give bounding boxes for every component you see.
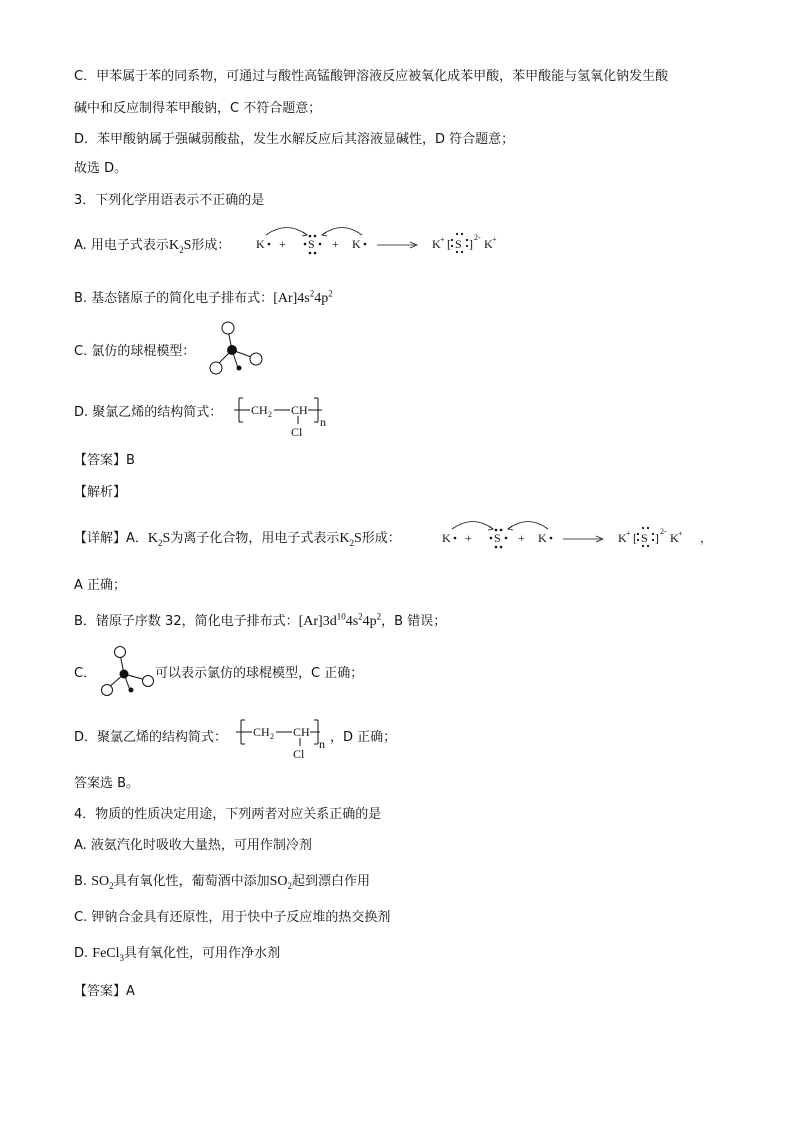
svg-text:Cl: Cl [293,747,305,761]
q3-detail-c-text: 可以表示氯仿的球棍模型，C 正确； [155,666,364,681]
svg-text:+: + [518,531,525,545]
q4-answer: 【答案】A [74,984,135,999]
svg-text:2-: 2- [660,527,667,536]
q3-option-b-text: B. 基态锗原子的简化电子排布式： [74,291,274,306]
svg-text:K: K [352,237,361,251]
svg-text:K: K [484,237,493,251]
electron-dot-formation-diagram [252,222,522,258]
question-4-stem: 4．物质的性质决定用途，下列两者对应关系正确的是 [74,807,382,822]
q3-analysis-label: 【解析】 [74,485,127,500]
svg-text:+: + [279,237,286,251]
q3-option-a-suffix: 形成： [191,238,231,253]
q3-option-a-text: A. 用电子式表示 [74,238,169,253]
svg-text:]: ] [655,531,659,545]
q3-conclusion: 答案选 B。 [74,776,140,791]
svg-text:K: K [618,531,627,545]
svg-text:+: + [678,529,683,538]
svg-text:]: ] [469,237,473,251]
conclusion-q2: 故选 D。 [74,161,128,176]
svg-text:+: + [465,531,472,545]
svg-text:S: S [494,531,501,545]
svg-text:[: [ [447,237,451,251]
q4-option-d: D. FeCl$_3$具有氧化性，可用作净水剂 [74,946,281,963]
detail-pvc-formula [236,716,336,762]
q3-answer: 【答案】B [74,453,135,468]
svg-text:2: 2 [268,410,272,419]
svg-text:K: K [442,531,451,545]
svg-text:K: K [538,531,547,545]
q3-option-b [74,290,333,308]
k2s-formula: $K_2S$ [168,238,192,255]
q3-option-a [74,237,230,255]
option-c-line-1: C．甲苯属于苯的同系物，可通过与酸性高锰酸钾溶液反应被氧化成苯甲酸，苯甲酸能与氢氧化钠发生酸 [74,69,669,84]
svg-text:S: S [641,531,648,545]
q3-detail-c-prefix: C． [74,666,97,681]
svg-text:[: [ [633,531,637,545]
detail-chloroform-model [96,644,158,698]
svg-text:CH: CH [253,725,270,739]
q3-detail-d-suffix: ，D 正确； [330,730,397,745]
detail-electron-dot-diagram [438,516,713,552]
q3-option-d: D. 聚氯乙烯的结构简式： [74,405,223,420]
svg-text:CH: CH [291,403,308,417]
svg-text:，: ， [700,531,713,545]
svg-text:+: + [492,235,497,244]
question-3-stem: 3．下列化学用语表示不正确的是 [74,193,265,208]
q3-option-c: C. 氯仿的球棍模型： [74,344,196,359]
pvc-structure-formula [234,394,334,440]
svg-text:K: K [670,531,679,545]
q3-detail-a-end: A 正确； [74,578,127,593]
ge-electron-config: $[Ar]4s^24p^2$ [273,288,333,306]
option-d-line: D．苯甲酸钠属于强碱弱酸盐，发生水解反应后其溶液显碱性，D 符合题意； [74,132,515,147]
svg-text:+: + [440,235,445,244]
q3-detail-b: B．锗原子序数 32，简化电子排布式：$[Ar]3d^{10}4s^24p^2$，B 错误； [74,611,447,629]
q4-option-a: A. 液氨汽化时吸收大量热，可用作制冷剂 [74,838,312,853]
svg-text:2-: 2- [474,233,481,242]
q4-option-c: C. 钾钠合金具有还原性，用于快中子反应堆的热交换剂 [74,910,391,925]
svg-text:Cl: Cl [291,425,303,439]
q3-detail-a: 【详解】A．$K_2S$为离子化合物，用电子式表示$K_2S$形成： [74,531,401,548]
option-c-line-2: 碱中和反应制得苯甲酸钠，C 不符合题意； [74,101,322,116]
svg-text:2: 2 [270,732,274,741]
svg-text:S: S [308,237,315,251]
svg-text:K: K [432,237,441,251]
svg-text:n: n [319,737,325,751]
svg-text:CH: CH [251,403,268,417]
q4-option-b: B. $SO_2$具有氧化性，葡萄酒中添加$SO_2$起到漂白作用 [74,874,371,891]
svg-text:+: + [626,529,631,538]
chloroform-ball-stick-model [202,318,272,378]
svg-text:n: n [320,415,326,429]
q3-detail-d-prefix: D．聚氯乙烯的结构简式： [74,730,228,745]
svg-text:K: K [256,237,265,251]
svg-text:CH: CH [293,725,310,739]
svg-text:S: S [455,237,462,251]
svg-text:+: + [332,237,339,251]
